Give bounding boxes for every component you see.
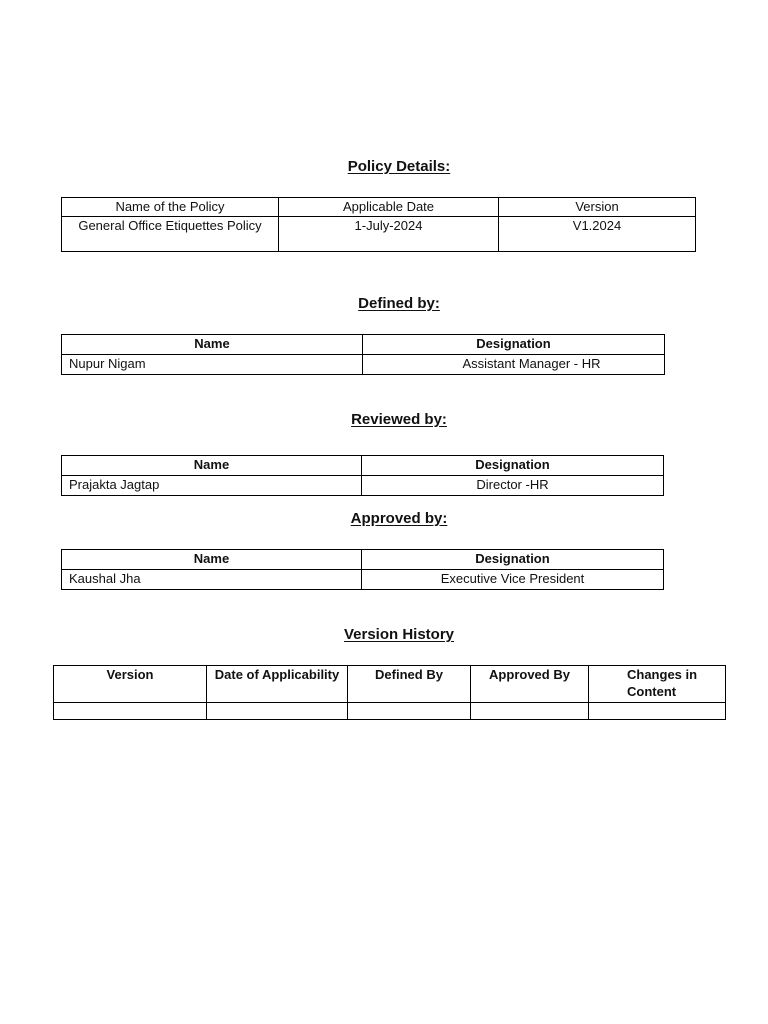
policy-details-table xyxy=(61,197,696,252)
designation-cell: Director -HR xyxy=(362,476,664,496)
version-cell: V1.2024 xyxy=(499,217,696,252)
reviewed-by-table xyxy=(61,455,664,496)
approved-by-table xyxy=(61,549,664,590)
table-header-row xyxy=(54,666,726,703)
column-header-applicable-date: Applicable Date xyxy=(279,198,499,217)
table-row xyxy=(62,570,664,590)
version-history-table xyxy=(53,665,726,720)
column-header-version: Version xyxy=(54,666,207,703)
empty-cell xyxy=(348,703,471,720)
column-header-name: Name xyxy=(62,550,362,570)
table-row xyxy=(62,355,665,375)
table-row xyxy=(54,703,726,720)
table-header-row xyxy=(62,550,664,570)
approved-by-heading: Approved by: xyxy=(350,510,448,527)
empty-cell xyxy=(471,703,589,720)
reviewed-by-heading: Reviewed by: xyxy=(351,411,447,428)
table-header-row xyxy=(62,198,696,217)
table-header-row xyxy=(62,335,665,355)
column-header-designation: Designation xyxy=(362,550,664,570)
table-row xyxy=(62,476,664,496)
column-header-name: Name xyxy=(62,335,363,355)
column-header-changes-in-content: Changes in Content xyxy=(589,666,726,703)
column-header-designation: Designation xyxy=(363,335,665,355)
column-header-date-of-applicability: Date of Applicability xyxy=(207,666,348,703)
table-header-row xyxy=(62,456,664,476)
designation-cell: Assistant Manager - HR xyxy=(363,355,665,375)
column-header-approved-by: Approved By xyxy=(471,666,589,703)
version-history-heading: Version History xyxy=(343,626,455,643)
name-cell: Prajakta Jagtap xyxy=(62,476,362,496)
policy-details-heading: Policy Details: xyxy=(347,158,451,175)
empty-cell xyxy=(589,703,726,720)
empty-cell xyxy=(207,703,348,720)
column-header-designation: Designation xyxy=(362,456,664,476)
column-header-policy-name: Name of the Policy xyxy=(62,198,279,217)
name-cell: Nupur Nigam xyxy=(62,355,363,375)
column-header-name: Name xyxy=(62,456,362,476)
designation-cell: Executive Vice President xyxy=(362,570,664,590)
defined-by-table xyxy=(61,334,665,375)
column-header-version: Version xyxy=(499,198,696,217)
policy-name-cell: General Office Etiquettes Policy xyxy=(62,217,279,252)
column-header-defined-by: Defined By xyxy=(348,666,471,703)
table-row xyxy=(62,217,696,252)
empty-cell xyxy=(54,703,207,720)
applicable-date-cell: 1-July-2024 xyxy=(279,217,499,252)
defined-by-heading: Defined by: xyxy=(358,295,440,312)
name-cell: Kaushal Jha xyxy=(62,570,362,590)
